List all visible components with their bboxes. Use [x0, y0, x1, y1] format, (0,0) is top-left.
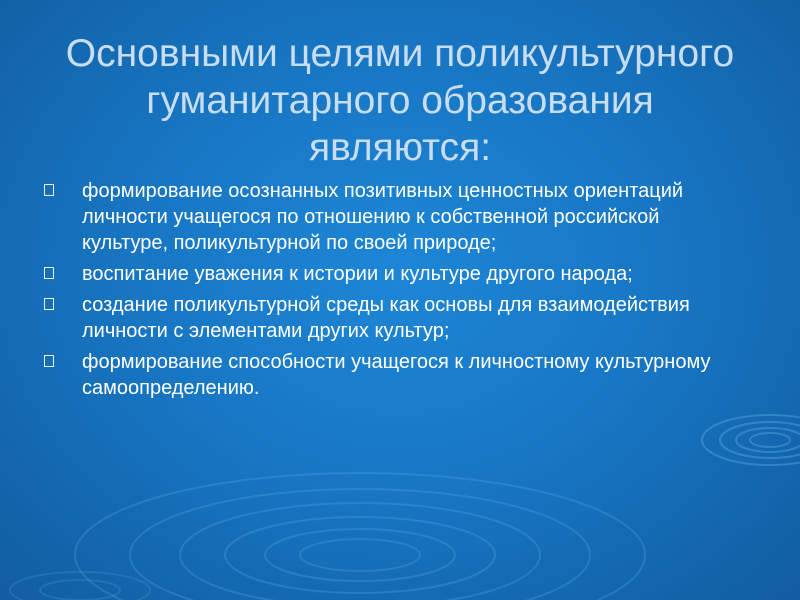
bullet-list: [44, 178, 744, 406]
hollow-square-bullet-icon: [44, 355, 54, 367]
bullet-item: [44, 178, 744, 256]
bullet-item: [44, 292, 744, 344]
hollow-square-bullet-icon: [44, 298, 54, 310]
slide-title: Основными целями поликультурного гуманитарного образования являются:: [65, 32, 735, 169]
bullet-item: [44, 261, 744, 287]
bullet-text: формирование способности учащегося к личностному культурному самоопределению.: [82, 351, 711, 399]
bullet-text: создание поликультурной среды как основы для взаимодействия личности с элементами других культур;: [82, 294, 690, 342]
bullet-text: формирование осознанных позитивных ценностных ориентаций личности учащегося по отношению к собственной российской культуре, поликультурной по своей природе;: [82, 180, 684, 254]
bullet-item: [44, 349, 744, 401]
hollow-square-bullet-icon: [44, 184, 54, 196]
hollow-square-bullet-icon: [44, 267, 54, 279]
bullet-text: воспитание уважения к истории и культуре другого народа;: [82, 263, 633, 285]
